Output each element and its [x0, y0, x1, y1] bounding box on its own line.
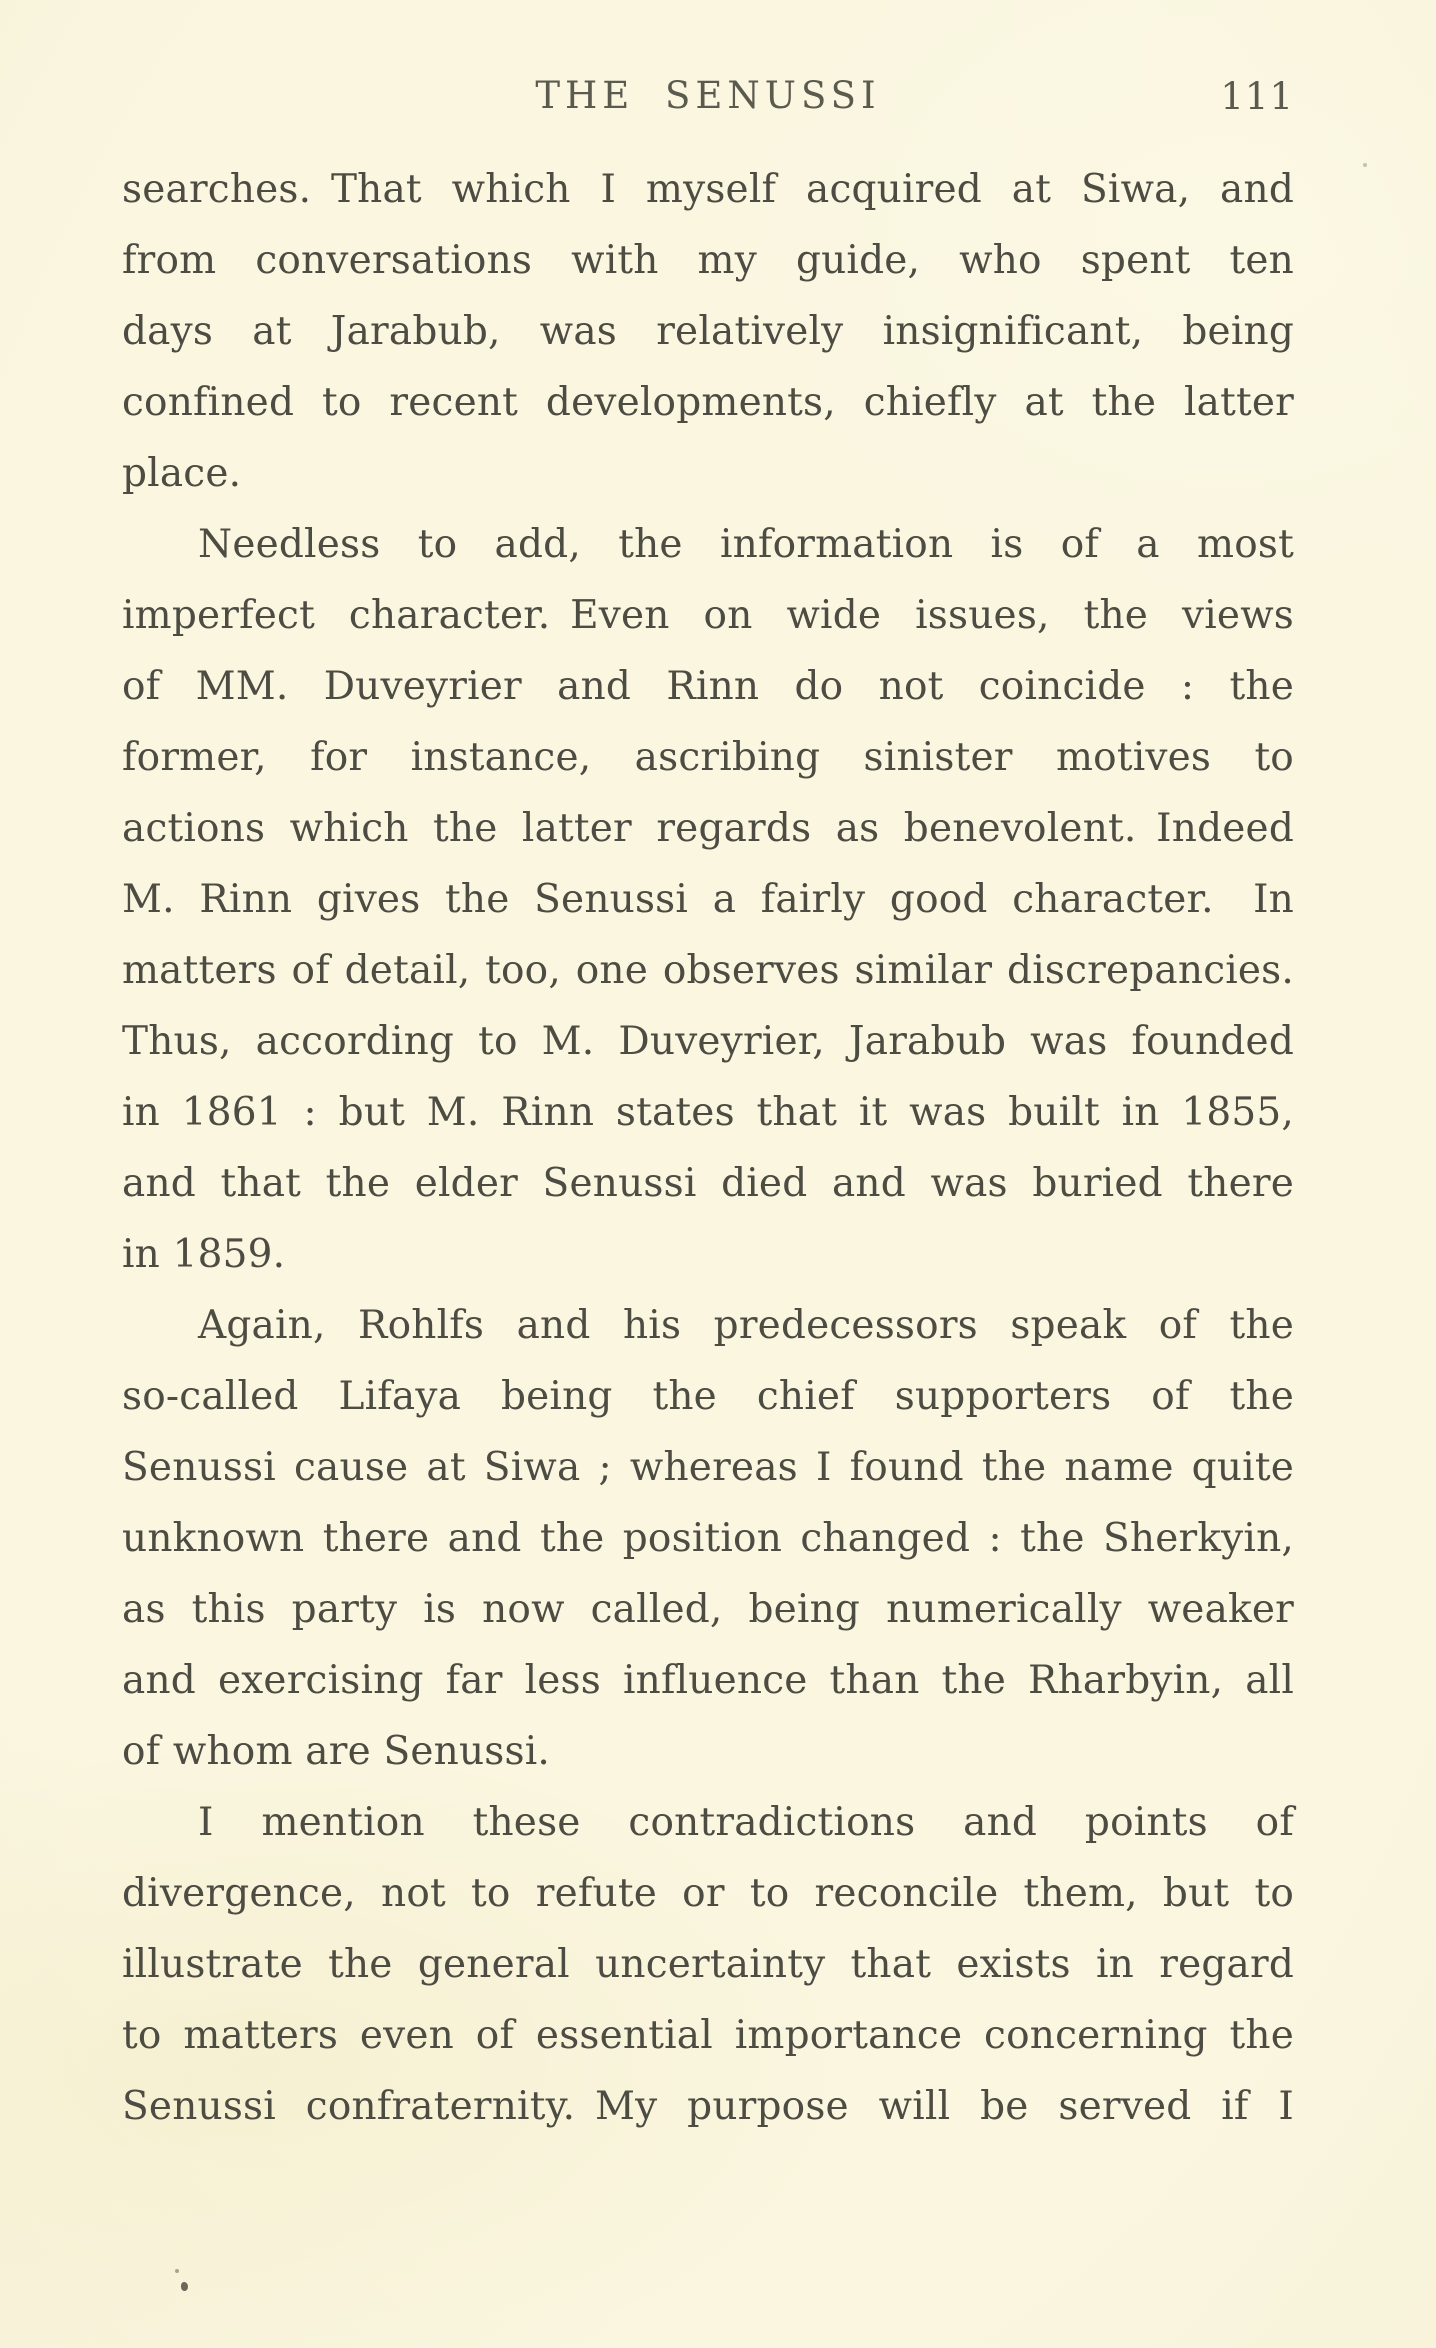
- text-line: and that the elder Senussi died and was buried there: [122, 1161, 1294, 1206]
- text-line: M. Rinn gives the Senussi a fairly good character. In: [122, 877, 1294, 922]
- paragraph: [122, 154, 1294, 509]
- text-line: so-called Lifaya being the chief supporters of the: [122, 1374, 1294, 1419]
- text-line: imperfect character. Even on wide issues, the views: [122, 593, 1294, 638]
- text-line: as this party is now called, being numerically weaker: [122, 1587, 1294, 1632]
- text-line: confined to recent developments, chiefly at the latter: [122, 380, 1294, 425]
- ink-speck: [181, 2282, 188, 2291]
- text-line: Thus, according to M. Duveyrier, Jarabub was founded: [122, 1019, 1294, 1064]
- text-line: I mention these contradictions and points of: [198, 1800, 1294, 1845]
- paragraph: [122, 1290, 1294, 1787]
- ink-speck: [175, 2269, 179, 2273]
- page-number: 111: [1220, 75, 1294, 118]
- text-line: Senussi confraternity. My purpose will be served if I: [122, 2084, 1294, 2129]
- page-header: [122, 74, 1294, 118]
- text-line: in 1861 : but M. Rinn states that it was built in 1855,: [122, 1090, 1294, 1135]
- text-line: in 1859.: [122, 1232, 286, 1277]
- text-line: unknown there and the position changed : the Sherkyin,: [122, 1516, 1294, 1561]
- text-line: and exercising far less influence than the Rharbyin, all: [122, 1658, 1294, 1703]
- text-line: Needless to add, the information is of a most: [198, 522, 1294, 567]
- text-line: place.: [122, 451, 242, 496]
- text-line: of MM. Duveyrier and Rinn do not coincide : the: [122, 664, 1294, 709]
- text-line: Senussi cause at Siwa ; whereas I found the name quite: [122, 1445, 1294, 1490]
- text-line: divergence, not to refute or to reconcile them, but to: [122, 1871, 1294, 1916]
- ink-speck: [1363, 163, 1367, 167]
- text-line: searches. That which I myself acquired at Siwa, and: [122, 167, 1294, 212]
- text-line: of whom are Senussi.: [122, 1729, 550, 1774]
- text-line: matters of detail, too, one observes similar discrepancies.: [122, 948, 1294, 993]
- text-line: to matters even of essential importance concerning the: [122, 2013, 1294, 2058]
- paragraph: [122, 509, 1294, 1290]
- page-body: [122, 154, 1294, 2142]
- text-line: former, for instance, ascribing sinister motives to: [122, 735, 1294, 780]
- paragraph: [122, 1787, 1294, 2142]
- text-line: illustrate the general uncertainty that exists in regard: [122, 1942, 1294, 1987]
- text-line: Again, Rohlfs and his predecessors speak of the: [198, 1303, 1294, 1348]
- running-head-title: THE SENUSSI: [535, 74, 881, 117]
- text-line: actions which the latter regards as benevolent. Indeed: [122, 806, 1294, 851]
- text-line: from conversations with my guide, who spent ten: [122, 238, 1294, 283]
- text-line: days at Jarabub, was relatively insignificant, being: [122, 309, 1294, 354]
